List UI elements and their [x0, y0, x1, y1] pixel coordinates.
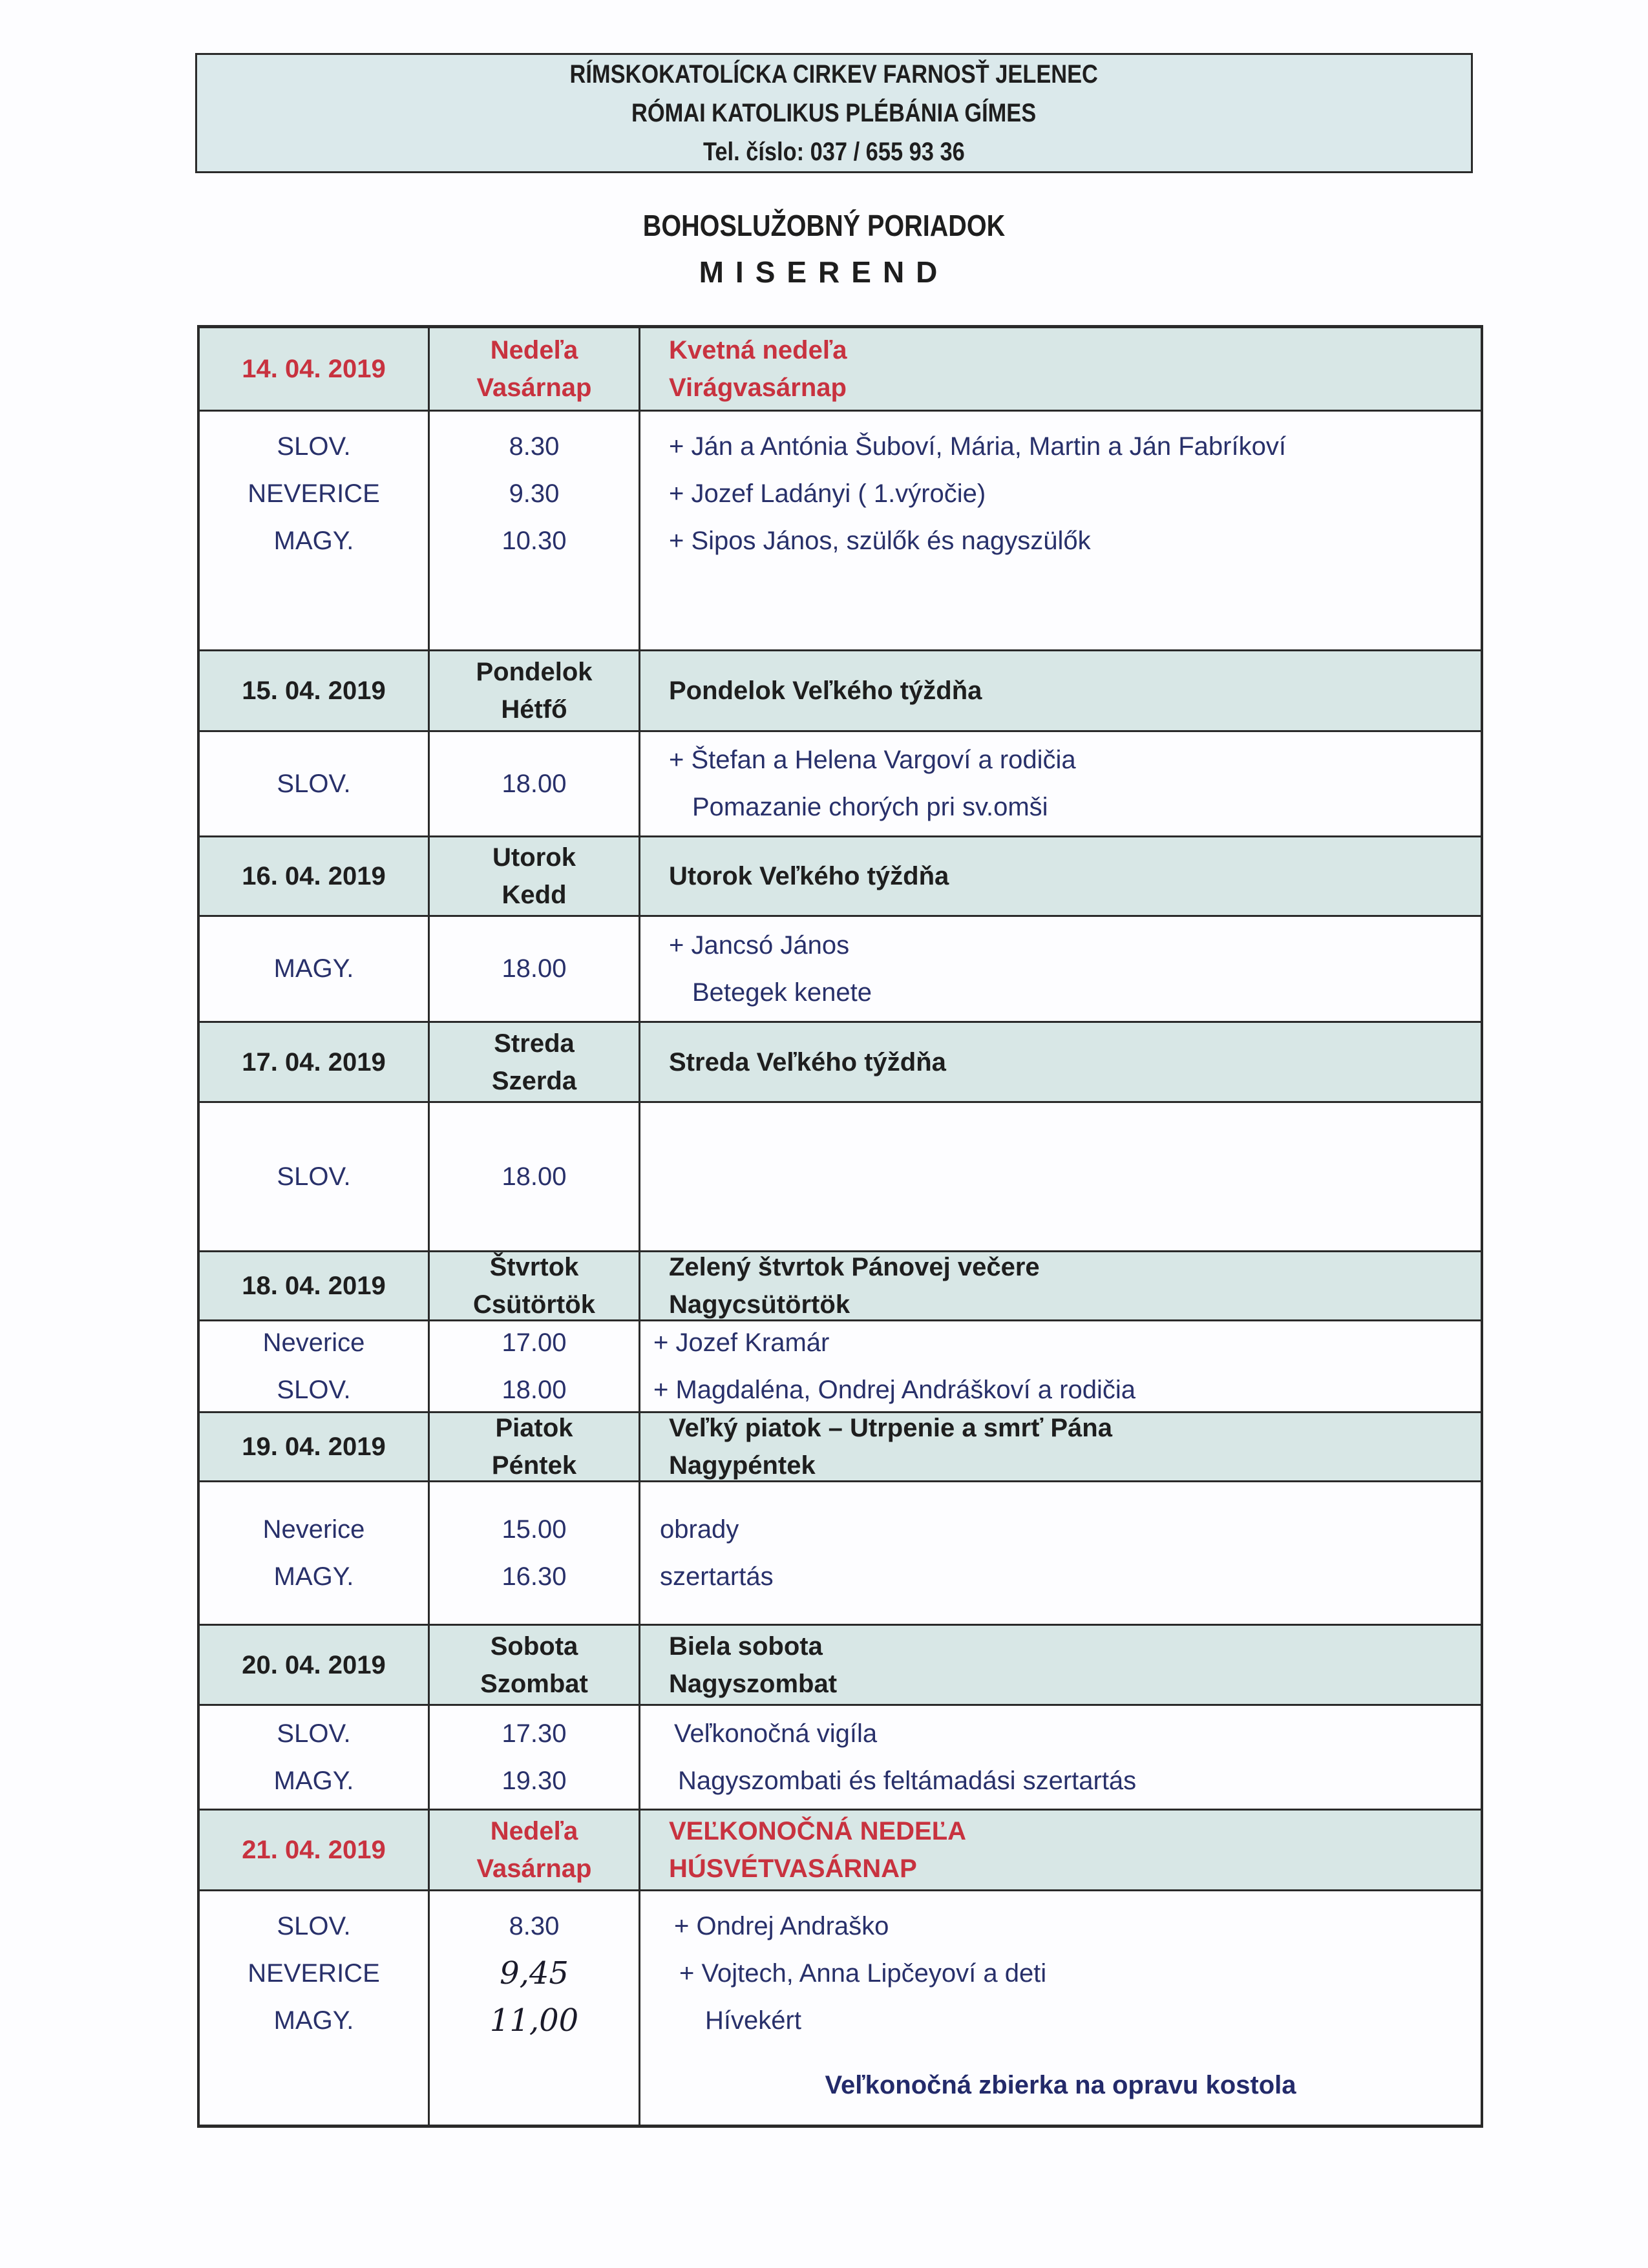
parish-header-box — [195, 53, 1473, 173]
mass-time-handwritten: 11,00 — [489, 2002, 579, 2039]
mass-time: 18.00 — [502, 954, 567, 983]
mass-intention: + Magdaléna, Ondrej Andráškoví a rodičia — [653, 1375, 1136, 1404]
mass-intention: Hívekért — [705, 2006, 801, 2035]
mass-intention: + Jozef Ladányi ( 1.výročie) — [669, 479, 986, 508]
mass-place: MAGY. — [273, 2006, 354, 2035]
day-header-row — [200, 328, 1481, 412]
mass-time: 15.00 — [502, 1515, 567, 1544]
date-cell: 20. 04. 2019 — [242, 1650, 386, 1679]
feast-name: Nagyszombat — [669, 1669, 838, 1698]
mass-detail-row — [200, 732, 1481, 837]
date-cell: 18. 04. 2019 — [242, 1272, 386, 1300]
day-name-hu: Szerda — [491, 1066, 577, 1095]
feast-name: Veľký piatok – Utrpenie a smrť Pána — [669, 1414, 1112, 1442]
day-header-row — [200, 1023, 1481, 1103]
mass-place: Neverice — [262, 1328, 365, 1357]
feast-name: Nagycsütörtök — [669, 1290, 850, 1319]
mass-note: Pomazanie chorých pri sv.omši — [692, 793, 1048, 821]
mass-time: 9.30 — [509, 479, 560, 508]
mass-intention: + Štefan a Helena Vargoví a rodičia — [669, 746, 1076, 774]
mass-place: MAGY. — [273, 527, 354, 555]
date-cell: 14. 04. 2019 — [242, 355, 386, 383]
mass-detail-row — [200, 1103, 1481, 1252]
feast-name: Virágvasárnap — [669, 373, 847, 402]
mass-detail-row — [200, 1482, 1481, 1626]
day-name-hu: Csütörtök — [473, 1290, 595, 1319]
parish-name-sk: RÍMSKOKATOLÍCKA CIRKEV FARNOSŤ JELENEC — [569, 60, 1099, 89]
day-name-hu: Péntek — [491, 1451, 577, 1480]
mass-place: SLOV. — [277, 432, 351, 461]
day-name-sk: Štvrtok — [489, 1253, 579, 1281]
schedule-table — [197, 325, 1483, 2128]
mass-intention: Veľkonočná vigíla — [674, 1719, 878, 1748]
date-cell: 16. 04. 2019 — [242, 862, 386, 890]
parish-phone: Tel. číslo: 037 / 655 93 36 — [703, 138, 965, 166]
feast-name: Streda Veľkého týždňa — [669, 1047, 946, 1076]
mass-detail-row — [200, 1321, 1481, 1413]
day-header-row — [200, 1626, 1481, 1706]
mass-place: MAGY. — [273, 954, 354, 983]
day-name-hu: Vasárnap — [476, 1854, 592, 1883]
mass-intention: Nagyszombati és feltámadási szertartás — [678, 1766, 1137, 1795]
mass-intention: + Vojtech, Anna Lipčeyoví a deti — [679, 1959, 1047, 1988]
document-title: BOHOSLUŽOBNÝ PORIADOK — [642, 209, 1006, 242]
day-name-sk: Pondelok — [476, 658, 593, 686]
day-name-sk: Nedeľa — [490, 1817, 578, 1845]
parish-name-hu: RÓMAI KATOLIKUS PLÉBÁNIA GÍMES — [631, 99, 1037, 127]
feast-name: VEĽKONOČNÁ NEDEĽA — [669, 1817, 967, 1845]
mass-place: MAGY. — [273, 1562, 354, 1591]
feast-name: Zelený štvrtok Pánovej večere — [669, 1253, 1040, 1281]
day-name-hu: Hétfő — [501, 695, 567, 724]
day-name-sk: Utorok — [492, 843, 576, 872]
mass-time: 17.00 — [502, 1328, 567, 1357]
mass-time: 8.30 — [509, 1912, 560, 1940]
mass-intention: + Jozef Kramár — [653, 1328, 830, 1357]
mass-time: 18.00 — [502, 1162, 567, 1191]
feast-name: Kvetná nedeľa — [669, 336, 847, 364]
mass-intention: + Jancsó János — [669, 930, 850, 960]
mass-time: 18.00 — [502, 769, 567, 798]
feast-name: Utorok Veľkého týždňa — [669, 862, 949, 890]
mass-time-handwritten: 9,45 — [500, 1955, 569, 1991]
feast-name: Nagypéntek — [669, 1451, 816, 1480]
collection-note: Veľkonočná zbierka na opravu kostola — [825, 2071, 1296, 2099]
day-name-hu: Kedd — [502, 881, 567, 909]
mass-time: 10.30 — [502, 527, 567, 555]
mass-place: MAGY. — [273, 1766, 354, 1795]
day-header-row — [200, 1413, 1481, 1482]
mass-place: SLOV. — [277, 1912, 351, 1940]
day-header-row — [200, 1252, 1481, 1321]
mass-place: SLOV. — [277, 769, 351, 798]
date-cell: 19. 04. 2019 — [242, 1433, 386, 1461]
mass-intention: + Ondrej Andraško — [674, 1912, 889, 1940]
mass-place: SLOV. — [277, 1719, 351, 1748]
mass-detail-row — [200, 1891, 1481, 2125]
day-header-row — [200, 651, 1481, 732]
mass-intention: + Ján a Antónia Šuboví, Mária, Martin a Ján Fabríkoví — [669, 432, 1286, 461]
mass-note: Betegek kenete — [692, 978, 872, 1007]
day-name-sk: Sobota — [490, 1632, 578, 1661]
mass-intention: szertartás — [660, 1562, 774, 1591]
mass-place: Neverice — [262, 1515, 365, 1544]
day-header-row — [200, 837, 1481, 917]
mass-detail-row — [200, 917, 1481, 1023]
mass-time: 17.30 — [502, 1719, 567, 1748]
feast-name: Biela sobota — [669, 1632, 823, 1661]
mass-place: NEVERICE — [248, 479, 380, 508]
day-name-hu: Vasárnap — [476, 373, 592, 402]
mass-time: 8.30 — [509, 432, 560, 461]
day-header-row — [200, 1811, 1481, 1891]
feast-name: HÚSVÉTVASÁRNAP — [669, 1854, 917, 1883]
mass-place: SLOV. — [277, 1375, 351, 1404]
date-cell: 15. 04. 2019 — [242, 677, 386, 705]
date-cell: 17. 04. 2019 — [242, 1047, 386, 1076]
day-name-sk: Piatok — [495, 1414, 573, 1442]
date-cell: 21. 04. 2019 — [242, 1836, 386, 1864]
mass-intention: obrady — [660, 1515, 739, 1544]
mass-place: SLOV. — [277, 1162, 351, 1191]
day-name-hu: Szombat — [480, 1669, 588, 1698]
mass-time: 16.30 — [502, 1562, 567, 1591]
mass-detail-row — [200, 412, 1481, 651]
mass-time: 19.30 — [502, 1766, 567, 1795]
day-name-sk: Nedeľa — [490, 336, 578, 364]
mass-detail-row — [200, 1706, 1481, 1811]
feast-name: Pondelok Veľkého týždňa — [669, 677, 982, 705]
mass-time: 18.00 — [502, 1375, 567, 1404]
mass-intention: + Sipos János, szülők és nagyszülők — [669, 527, 1091, 555]
document-subtitle: MISEREND — [699, 255, 949, 289]
day-name-sk: Streda — [494, 1029, 575, 1058]
mass-place: NEVERICE — [248, 1959, 380, 1988]
